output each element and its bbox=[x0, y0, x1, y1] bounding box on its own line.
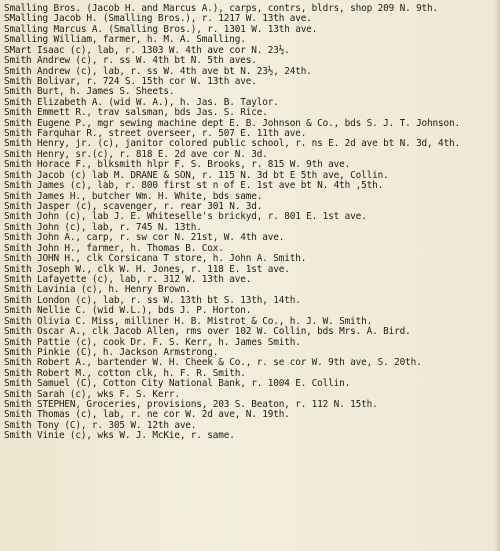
directory-entry: SMalling Jacob H. (Smalling Bros.), r. 1217 W. 13th ave. bbox=[4, 13, 312, 25]
directory-entry: Smith Robert A., bartender W. H. Cheek & Co., r. se cor W. 9th ave, S. 20th. bbox=[4, 357, 422, 369]
directory-entry: Smith Thomas (c), lab, r. ne cor W. 2d ave, N. 19th. bbox=[4, 409, 290, 421]
directory-entry: Smith Oscar A., clk Jacob Allen, rms over 102 W. Collin, bds Mrs. A. Bird. bbox=[4, 326, 411, 338]
directory-entry: Smith London (c), lab, r. ss W. 13th bt S. 13th, 14th. bbox=[4, 294, 301, 306]
directory-entry: Smith Nellie C. (wid W.L.), bds J. P. Horton. bbox=[4, 305, 252, 317]
directory-entry: Smith Olivia C. Miss, milliner H. B. Mistrot & Co., h. J. W. Smith. bbox=[4, 315, 373, 327]
directory-entry: Smith Burt, h. James S. Sheets. bbox=[4, 86, 175, 98]
directory-entry: Smalling Marcus A. (Smalling Bros.), r. 1301 W. 13th ave. bbox=[4, 23, 318, 35]
directory-entry: Smith Lavinia (c), h. Henry Brown. bbox=[4, 284, 191, 296]
directory-entry: Smith Tony (C), r. 305 W. 12th ave. bbox=[4, 419, 197, 431]
directory-entry: Smith Lafayette (c), lab, r. 312 W. 13th ave. bbox=[4, 273, 252, 285]
directory-entry: Smith Robert M., cotton clk, h. F. R. Smith. bbox=[4, 367, 246, 379]
directory-entry: Smith Henry, sr.(c), r. 818 E. 2d ave cor N. 3d. bbox=[4, 148, 268, 160]
directory-entry: Smalling William, farmer, h. M. A. Smalling. bbox=[4, 34, 246, 46]
directory-entry: Smith Jasper (c), scavenger, r. rear 301 N. 3d. bbox=[4, 201, 263, 213]
directory-entry: Smith John A., carp, r. sw cor N. 21st, W. 4th ave. bbox=[4, 232, 285, 244]
page-edge-shadow bbox=[494, 0, 500, 551]
directory-entry-list bbox=[4, 4, 498, 442]
directory-entry: Smith Andrew (c), r. ss W. 4th bt N. 5th aves. bbox=[4, 55, 257, 67]
directory-entry: Smith Henry, jr. (c), janitor colored public school, r. ns E. 2d ave bt N. 3d, 4th. bbox=[4, 138, 461, 150]
directory-entry: Smith James (c), lab, r. 800 first st n of E. 1st ave bt N. 4th ,5th. bbox=[4, 180, 384, 192]
directory-entry: Smith John (c), lab, r. 745 N. 13th. bbox=[4, 221, 202, 233]
directory-entry: SMart Isaac (c), lab, r. 1303 W. 4th ave cor N. 23½. bbox=[4, 44, 290, 56]
directory-entry: Smith James H., butcher Wm. H. White, bds same. bbox=[4, 190, 263, 202]
directory-entry: Smith Pattie (c), cook Dr. F. S. Kerr, h. James Smith. bbox=[4, 336, 301, 348]
directory-entry: Smith Andrew (c), lab, r. ss W. 4th ave bt N. 23½, 24th. bbox=[4, 65, 312, 77]
directory-entry: Smith Emmett R., trav salsman, bds Jas. S. Rice. bbox=[4, 107, 268, 119]
directory-entry: Smith Sarah (c), wks F. S. Kerr. bbox=[4, 388, 180, 400]
directory-entry: Smith Pinkie (C), h. Jackson Armstrong. bbox=[4, 346, 219, 358]
directory-entry: Smith John H., farmer, h. Thomas B. Cox. bbox=[4, 242, 224, 254]
directory-entry: Smith Jacob (c) lab M. DRANE & SON, r. 115 N. 3d bt E 5th ave, Collin. bbox=[4, 169, 389, 181]
directory-entry: Smalling Bros. (Jacob H. and Marcus A.), carps, contrs, bldrs, shop 209 N. 9th. bbox=[4, 3, 439, 14]
directory-entry: Smith Joseph W., clk W. H. Jones, r. 118 E. 1st ave. bbox=[4, 263, 290, 275]
directory-entry: Smith Samuel (C), Cotton City National Bank, r. 1004 E. Collin. bbox=[4, 378, 351, 390]
directory-entry: Smith Eugene P., mgr sewing machine dept E. B. Johnson & Co., bds S. J. T. Johnson. bbox=[4, 117, 461, 129]
directory-entry: Smith Farquhar R., street overseer, r. 507 E. 11th ave. bbox=[4, 128, 307, 140]
directory-entry: Smith Horace F., blksmith hlpr F. S. Brooks, r. 815 W. 9th ave. bbox=[4, 159, 351, 171]
directory-entry: Smith Elizabeth A. (wid W. A.), h. Jas. B. Taylor. bbox=[4, 96, 279, 108]
directory-entry: Smith JOHN H., clk Corsicana T store, h. John A. Smith. bbox=[4, 253, 307, 265]
directory-entry: Smith Vinie (c), wks W. J. McKie, r. same. bbox=[4, 430, 235, 442]
directory-entry: Smith John (c), lab J. E. Whiteselle's brickyd, r. 801 E. 1st ave. bbox=[4, 211, 367, 223]
directory-entry: Smith STEPHEN, Groceries, provisions, 203 S. Beaton, r. 112 N. 15th. bbox=[4, 399, 378, 411]
directory-entry: Smith Bolivar, r. 724 S. 15th cor W. 13th ave. bbox=[4, 75, 257, 87]
